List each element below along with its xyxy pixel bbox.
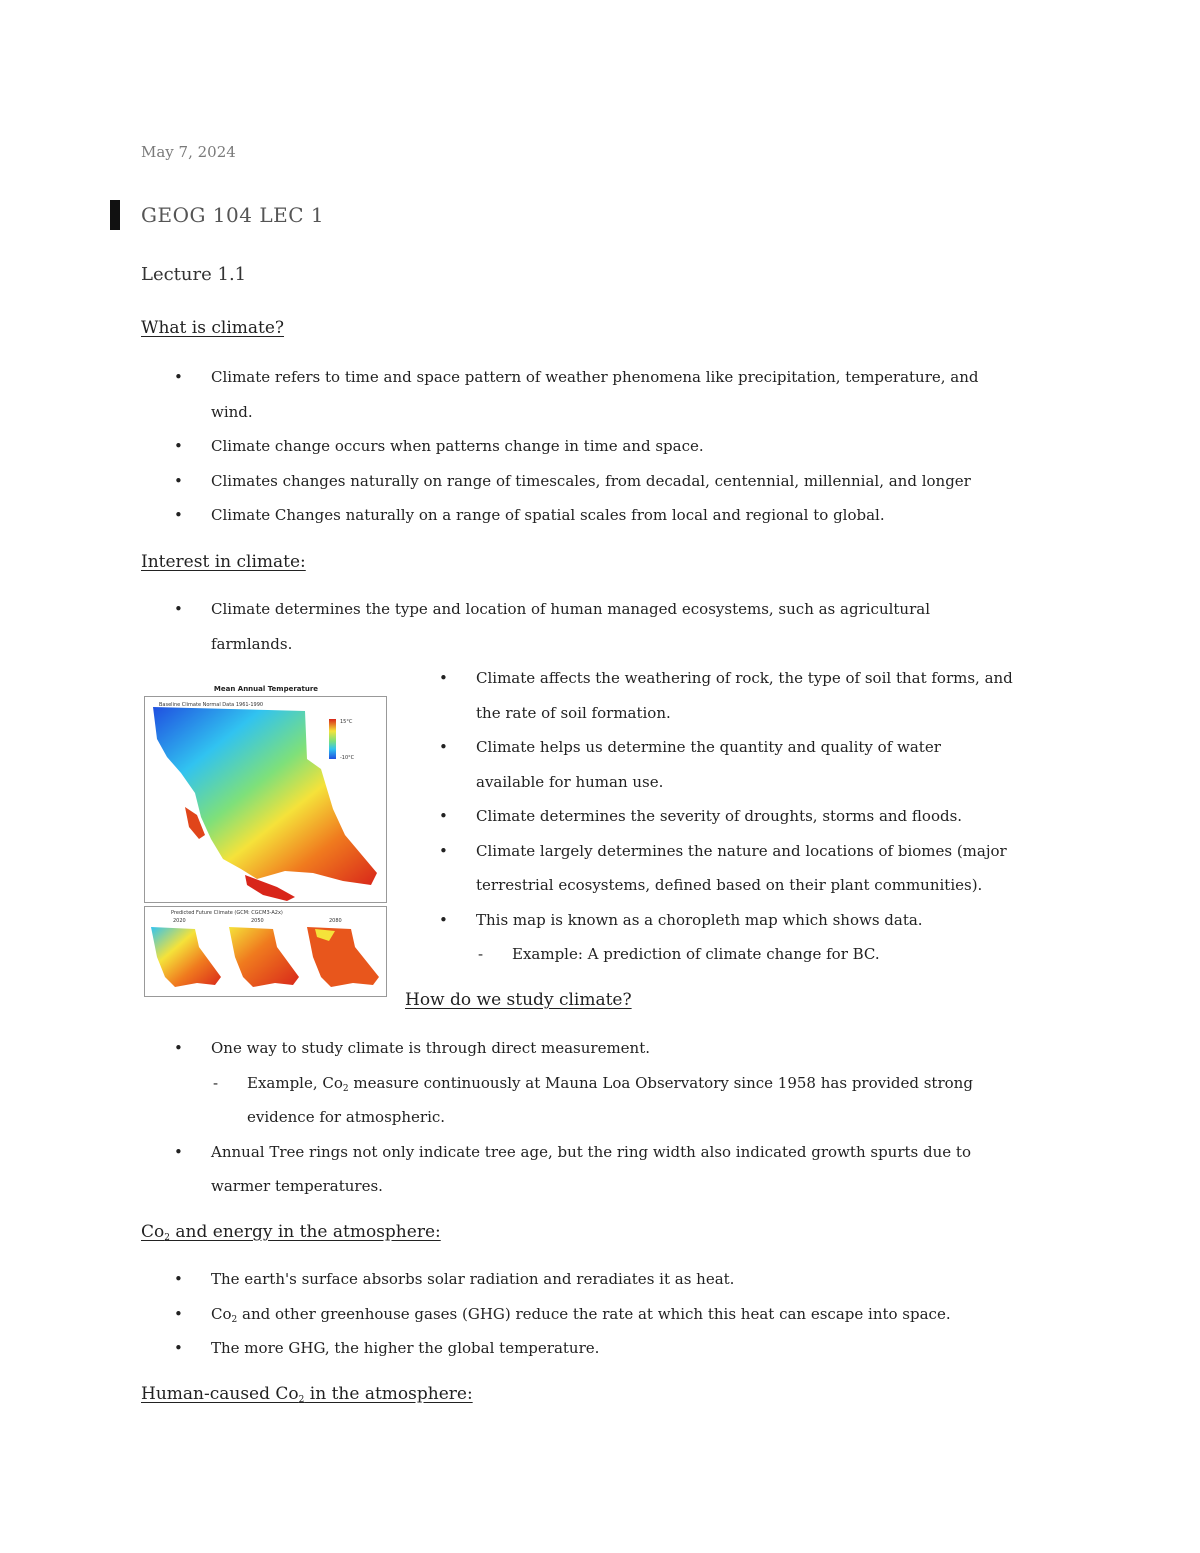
- list-item: • Climate change occurs when patterns change in time and space.: [211, 429, 1091, 464]
- bullet-icon: •: [174, 1339, 183, 1357]
- legend-high-label: 15°C: [340, 719, 353, 725]
- bullet-icon: •: [439, 807, 448, 825]
- heading-marker: [110, 200, 120, 230]
- list-item: • Climate determines the type and location of human managed ecosystems, such as agricultural: [211, 592, 1091, 627]
- bullet-icon: •: [174, 1039, 183, 1057]
- heading-what-is-climate: What is climate?: [141, 318, 285, 338]
- baseline-map-panel: [144, 696, 387, 903]
- future-map-2050: [229, 927, 299, 987]
- bullet-icon: •: [174, 437, 183, 455]
- list-item-continuation: wind.: [211, 402, 253, 421]
- bullet-icon: •: [439, 841, 448, 860]
- bullet-icon: •: [174, 506, 183, 524]
- legend-low-label: -10°C: [340, 755, 355, 761]
- heading-interest-in-climate: Interest in climate:: [141, 552, 306, 572]
- list-item: • Climate determines the severity of droughts, storms and floods.: [476, 799, 1076, 834]
- date: May 7, 2024: [141, 143, 236, 161]
- list-item: • The more GHG, the higher the global temperature.: [211, 1331, 1091, 1366]
- bullet-icon: •: [174, 600, 183, 618]
- list-item: • One way to study climate is through direct measurement.: [211, 1031, 1091, 1066]
- dash-icon: -: [213, 1073, 219, 1092]
- year-label: 2080: [329, 918, 342, 924]
- climate-map-figure: [144, 680, 388, 998]
- lecture-subtitle: Lecture 1.1: [141, 264, 247, 285]
- dash-icon: -: [478, 945, 484, 963]
- future-map-2020: [151, 927, 221, 987]
- future-maps-panel: [144, 906, 387, 997]
- list-item: • Climate affects the weathering of rock, the type of soil that forms, and: [476, 661, 1076, 696]
- sub-list-item-continuation: evidence for atmospheric.: [247, 1108, 446, 1126]
- list-item: • $Co_2$ and other greenhouse gases (GHG) reduce the rate at which this heat can escape into space.: [211, 1297, 1091, 1332]
- list-what-is-climate: [174, 360, 1091, 533]
- bullet-icon: •: [439, 669, 448, 687]
- list-interest-left: [174, 592, 1091, 661]
- list-item: • Climate refers to time and space pattern of weather phenomena like precipitation, temperature, and: [211, 360, 1091, 395]
- list-interest-right: [439, 661, 1076, 972]
- list-item: • Climate helps us determine the quantity and quality of water: [476, 730, 1076, 765]
- list-item: • Climates changes naturally on range of timescales, from decadal, centennial, millennial, and longer: [211, 464, 1091, 499]
- list-item-continuation: farmlands.: [211, 634, 293, 653]
- list-study: [174, 1031, 1091, 1204]
- year-label: 2050: [251, 918, 264, 924]
- heading-how-do-we-study-climate: How do we study climate?: [405, 990, 632, 1010]
- list-item: • Climate Changes naturally on a range of spatial scales from local and regional to global.: [211, 498, 1091, 533]
- list-item: • Annual Tree rings not only indicate tree age, but the ring width also indicated growth spurts due to: [211, 1135, 1091, 1170]
- bullet-icon: •: [439, 910, 448, 929]
- heading-co2-and-energy: $Co_2$ and energy in the atmosphere:: [141, 1222, 441, 1243]
- bullet-icon: •: [174, 1304, 183, 1323]
- bullet-icon: •: [174, 1142, 183, 1161]
- figure-title: Mean Annual Temperature: [213, 685, 319, 693]
- bullet-icon: •: [439, 738, 448, 756]
- heading-human-caused-co2: Human-caused $Co_2$ in the atmosphere:: [141, 1384, 473, 1405]
- list-item: • The earth's surface absorbs solar radiation and reradiates it as heat.: [211, 1262, 1091, 1297]
- sub-list-item: - Example: A prediction of climate change for BC.: [476, 937, 1076, 972]
- legend-colorbar: [329, 719, 336, 759]
- list-item: • This map is known as a choropleth map which shows data.: [476, 903, 1076, 938]
- bc-mainland-shape: [153, 707, 377, 885]
- list-item-continuation: terrestrial ecosystems, defined based on their plant communities).: [476, 876, 983, 894]
- list-energy: [174, 1262, 1091, 1366]
- year-label: 2020: [173, 918, 186, 924]
- page-title: GEOG 104 LEC 1: [141, 203, 325, 227]
- list-item-continuation: the rate of soil formation.: [476, 703, 671, 722]
- future-map-label: Predicted Future Climate (GCM: CGCM3-A2x): [171, 910, 283, 916]
- list-item: • Climate largely determines the nature and locations of biomes (major: [476, 834, 1076, 869]
- bullet-icon: •: [174, 471, 183, 490]
- bc-baseline-map: [145, 697, 386, 902]
- sub-list-item: - Example, $Co_2$ measure continuously at Mauna Loa Observatory since 1958 has provided strong: [211, 1066, 1091, 1101]
- list-item-continuation: available for human use.: [476, 772, 664, 791]
- list-item-continuation: warmer temperatures.: [211, 1177, 383, 1195]
- baseline-map-label: Baseline Climate Normal Data 1961-1990: [159, 702, 264, 708]
- bullet-icon: •: [174, 368, 183, 386]
- bullet-icon: •: [174, 1270, 183, 1288]
- island-shape: [245, 875, 295, 901]
